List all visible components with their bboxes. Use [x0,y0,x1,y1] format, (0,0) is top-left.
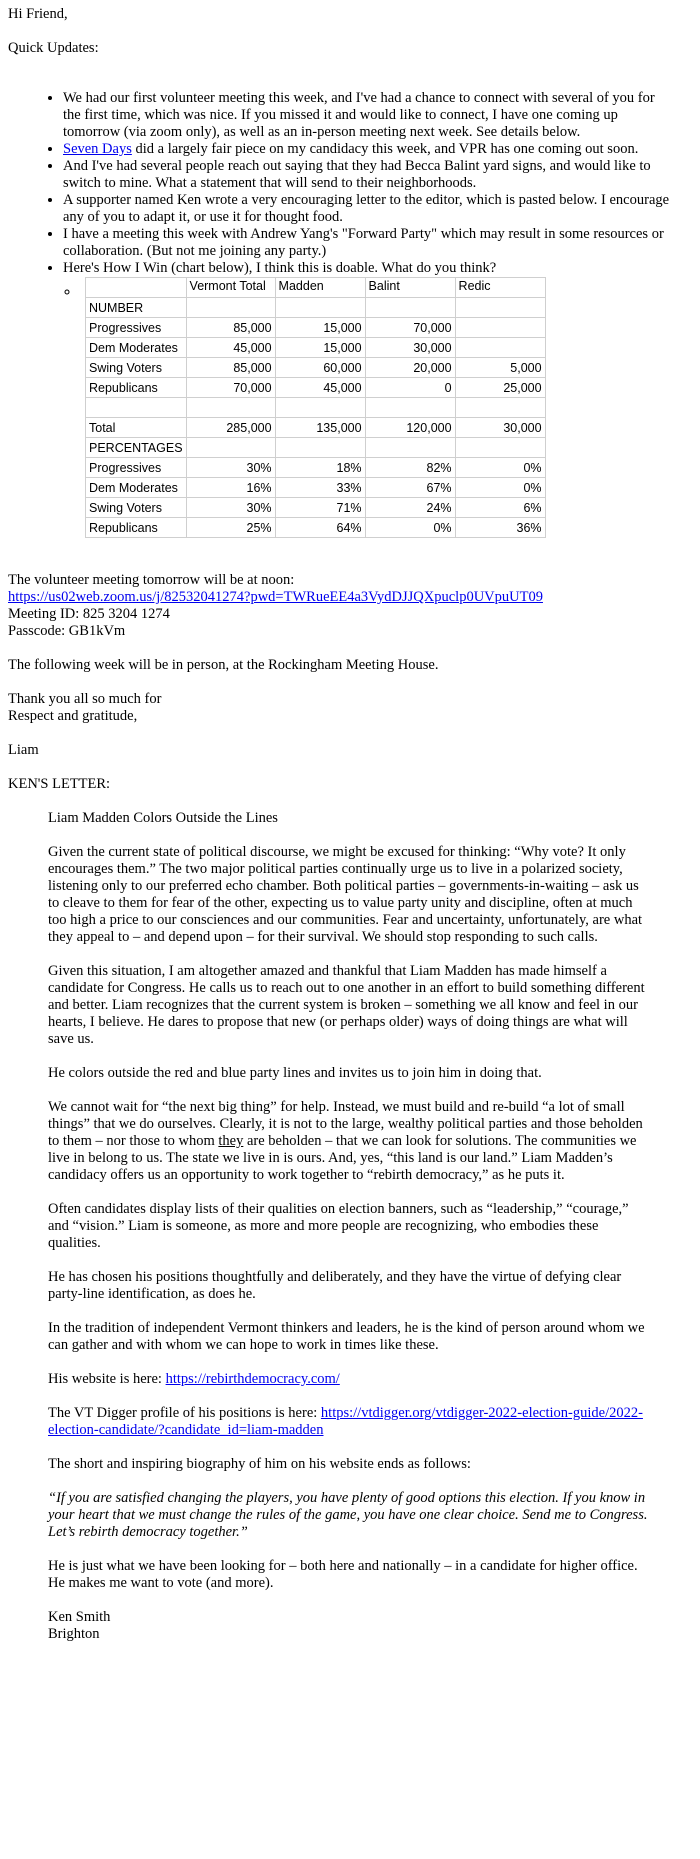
table-cell: 15,000 [275,338,365,358]
update-item-2 [63,141,673,158]
table-cell: 0% [365,518,455,538]
letter-paragraph: Often candidates display lists of their qualities on election banners, such as “leadership,” “courage,” and “vision.” Liam is someone, as more and more people are recognizing, who embodies these qualities. [48,1201,629,1251]
kens-letter-heading: KEN'S LETTER: [8,776,111,792]
letter-paragraph: He colors outside the red and blue party lines and invites us to join him in doing that. [48,1065,542,1081]
table-row [86,478,546,498]
table-header-row [86,278,546,298]
update-item-1-text: We had our first volunteer meeting this week, and I've had a chance to connect with several of you for the first time, which was nice. If you missed it and would like to connect, I have one coming up tomorrow (via zoom only), as well as an in-person meeting next week. See details below. [63,90,655,140]
table-cell: 71% [275,498,365,518]
table-row [86,438,546,458]
header-cell: Balint [365,278,455,298]
bio-quote: “If you are satisfied changing the players, you have plenty of good options this election. If you know in your heart that we must change the rules of the game, you have one clear choice. Send me to Congress. Let’s rebirth democracy together.” [48,1490,648,1540]
table-cell [186,438,275,458]
table-cell: 85,000 [186,318,275,338]
table-cell: 120,000 [365,418,455,438]
author-town: Brighton [48,1626,100,1642]
table-cell [275,398,365,418]
table-row [86,418,546,438]
update-item-4 [63,192,673,226]
digger-line [48,1405,648,1439]
table-cell: 36% [455,518,545,538]
row-label-cell: Swing Voters [86,498,187,518]
letter-paragraph [48,1099,648,1184]
table-cell: 67% [365,478,455,498]
row-label-cell: Progressives [86,458,187,478]
table-cell: 0% [455,458,545,478]
table-row [86,458,546,478]
quick-updates-heading: Quick Updates: [8,40,99,56]
update-item-6-text: Here's How I Win (chart below), I think this is doable. What do you think? [63,260,497,276]
zoom-link[interactable]: https://us02web.zoom.us/j/82532041274?pwd=TWRueEE4a3VydDJJQXpuclp0UVpuUT09 [8,589,543,605]
meeting-id: Meeting ID: 825 3204 1274 [8,606,170,622]
table-cell: 30% [186,458,275,478]
table-row [86,338,546,358]
table-cell: 85,000 [186,358,275,378]
table-cell: 64% [275,518,365,538]
table-cell: 30,000 [455,418,545,438]
table-cell: 60,000 [275,358,365,378]
table-cell [365,298,455,318]
chart-sublist [63,277,673,538]
header-cell: Madden [275,278,365,298]
website-line [48,1371,648,1388]
table-cell: 20,000 [365,358,455,378]
letter-paragraph: He has chosen his positions thoughtfully and deliberately, and they have the virtue of defying clear party-line identification, as does he. [48,1269,622,1302]
table-cell: 18% [275,458,365,478]
thanks-text: Thank you all so much for [8,691,162,707]
row-label-cell: Progressives [86,318,187,338]
underlined-word: they [218,1133,244,1149]
table-row [86,498,546,518]
author-name: Ken Smith [48,1609,111,1625]
letter-signoff [48,1609,648,1643]
website-link[interactable]: https://rebirthdemocracy.com/ [165,1371,340,1387]
letter-paragraph: He is just what we have been looking for – both here and nationally – in a candidate for higher office. He makes me want to vote (and more). [48,1558,638,1591]
table-cell [455,398,545,418]
table-row [86,298,546,318]
letter-paragraph: Given the current state of political discourse, we might be excused for thinking: “Why vote? It only encourages them.” The two major political parties continually urge us to live in a polarized society, listening only to our preferred echo chamber. Both political parties – governments-in-waiting – ask us to cleave to them for fear of the other, expecting us to value party unity and discipline, often at much too high a price to our consciences and our communities. Fear and uncertainty, unfortunately, are what they appeal to – and depend upon – for their survival. We should stop responding to such calls. [48,844,643,945]
table-row [86,358,546,378]
table-cell: 0% [455,478,545,498]
respect-text: Respect and gratitude, [8,708,138,724]
row-label-cell: Republicans [86,378,187,398]
table-cell [186,398,275,418]
greeting: Hi Friend, [8,6,68,22]
table-cell [186,298,275,318]
update-item-5-text: I have a meeting this week with Andrew Yang's "Forward Party" which may result in some resources or collaboration. (But not me joining any party.) [63,226,664,259]
header-cell [86,278,187,298]
letter-paragraph: In the tradition of independent Vermont thinkers and leaders, he is the kind of person around whom we can gather and with whom we can hope to work in times like these. [48,1320,645,1353]
bio-intro: The short and inspiring biography of him on his website ends as follows: [48,1456,471,1472]
table-cell: 30% [186,498,275,518]
table-row [86,398,546,418]
row-label-cell: Total [86,418,187,438]
row-label-cell: Dem Moderates [86,478,187,498]
table-cell: 45,000 [186,338,275,358]
table-cell [455,318,545,338]
table-cell: 45,000 [275,378,365,398]
meeting-intro: The volunteer meeting tomorrow will be at noon: [8,572,295,588]
table-cell [455,298,545,318]
table-row [86,378,546,398]
meeting-passcode: Passcode: GB1kVm [8,623,126,639]
how-i-win-table [85,277,546,538]
table-row [86,518,546,538]
row-label-cell: NUMBER [86,298,187,318]
row-label-cell: Dem Moderates [86,338,187,358]
table-row [86,318,546,338]
letter-title: Liam Madden Colors Outside the Lines [48,810,278,826]
table-cell: 30,000 [365,338,455,358]
header-cell: Redic [455,278,545,298]
update-item-6 [63,260,673,538]
table-cell: 25% [186,518,275,538]
table-cell: 135,000 [275,418,365,438]
letter-paragraph: Given this situation, I am altogether amazed and thankful that Liam Madden has made himself a candidate for Congress. He calls us to reach out to one another in an effort to build something different and better. Liam recognizes that the current system is broken – something we all know and feel in our hearts, I believe. He dares to propose that new (or perhaps older) ways of doing things are what will save us. [48,963,645,1047]
table-cell: 5,000 [455,358,545,378]
table-cell: 16% [186,478,275,498]
table-cell [455,438,545,458]
table-cell: 15,000 [275,318,365,338]
vtdigger-link[interactable]: https://vtdigger.org/vtdigger-2022-election-guide/2022-election-candidate/?candidate_id=liam-madden [48,1405,643,1438]
table-cell: 70,000 [365,318,455,338]
table-cell [455,338,545,358]
chart-subitem [80,277,673,538]
kens-letter [48,810,648,1643]
digger-label: The VT Digger profile of his positions is here: [48,1405,321,1421]
table-cell [365,398,455,418]
header-cell: ◦ Vermont Total [186,278,275,298]
seven-days-link[interactable]: Seven Days [63,141,132,157]
row-label-cell: PERCENTAGES [86,438,187,458]
website-label: His website is here: [48,1371,166,1387]
updates-list [8,90,673,538]
row-label-cell [86,398,187,418]
row-label-cell: Republicans [86,518,187,538]
table-cell: 70,000 [186,378,275,398]
following-week-text: The following week will be in person, at the Rockingham Meeting House. [8,657,439,673]
table-cell [365,438,455,458]
table-cell: 25,000 [455,378,545,398]
update-item-2-text: did a largely fair piece on my candidacy this week, and VPR has one coming out soon. [131,141,639,157]
table-cell: 33% [275,478,365,498]
table-cell [275,438,365,458]
table-cell: 82% [365,458,455,478]
letter-text: are beholden – that we can look for solutions. The communities we live in belong to us. The state we live in is ours. And, yes, “this land is our land.” Liam Madden’s candidacy offers us an opportunity to work together to “rebirth democracy,” as he puts it. [48,1133,637,1183]
table-cell: 285,000 [186,418,275,438]
table-body [86,298,546,538]
update-item-5 [63,226,673,260]
signature: Liam [8,742,39,758]
table-cell: 6% [455,498,545,518]
row-label-cell: Swing Voters [86,358,187,378]
table-cell [275,298,365,318]
update-item-4-text: A supporter named Ken wrote a very encouraging letter to the editor, which is pasted below. I encourage any of you to adapt it, or use it for thought food. [63,192,670,225]
table-cell: 24% [365,498,455,518]
table-cell: 0 [365,378,455,398]
update-item-1 [63,90,673,141]
letter-text: We cannot wait for “the next big thing” for help. Instead, we must build and re-build “a lot of small things” that we do ourselves. Clearly, it is not to the large, wealthy political parties and those beholden to them – nor those to whom [48,1099,643,1149]
update-item-3-text: And I've had several people reach out saying that they had Becca Balint yard signs, and would like to switch to mine. What a statement that will send to their neighborhoods. [63,158,651,191]
update-item-3 [63,158,673,192]
